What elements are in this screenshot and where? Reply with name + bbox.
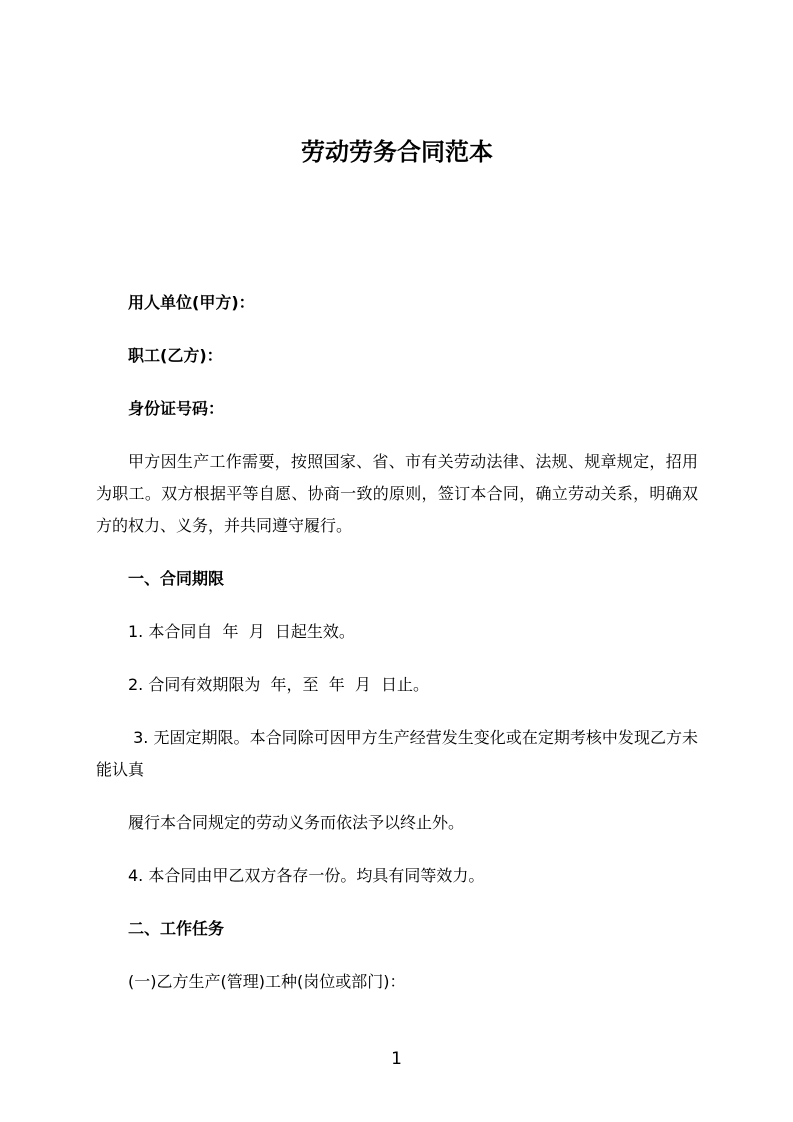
section-2-heading: 二、工作任务 bbox=[128, 919, 225, 938]
document-title: 劳动劳务合同范本 bbox=[301, 138, 493, 166]
page-number: 1 bbox=[391, 1049, 402, 1069]
clause-1-3-continuation: 履行本合同规定的劳动义务而依法予以终止外。 bbox=[128, 813, 465, 832]
field-employer-party-a: 用人单位(甲方)： bbox=[128, 293, 255, 312]
section-1-heading: 一、合同期限 bbox=[128, 569, 225, 588]
clause-2-1: (一)乙方生产(管理)工种(岗位或部门)： bbox=[128, 972, 406, 991]
preamble-paragraph: 甲方因生产工作需要，按照国家、省、市有关劳动法律、法规、规章规定，招用为职工。双方根据平等自愿、协商一致的原则，签订本合同，确立劳动关系，明确双方的权力、义务，并共同遵守履行。 bbox=[96, 452, 698, 535]
clause-1-4: 4. 本合同由甲乙双方各存一份。均具有同等效力。 bbox=[128, 866, 485, 885]
clause-1-3: 3. 无固定期限。本合同除可因甲方生产经营发生变化或在定期考核中发现乙方未能认真 bbox=[96, 728, 698, 779]
clause-1-2: 2. 合同有效期限为 年，至 年 月 日止。 bbox=[128, 675, 430, 694]
clause-1-1: 1. 本合同自 年 月 日起生效。 bbox=[128, 622, 355, 641]
field-employee-party-b: 职工(乙方)： bbox=[128, 346, 223, 365]
field-id-number: 身份证号码： bbox=[128, 399, 225, 418]
